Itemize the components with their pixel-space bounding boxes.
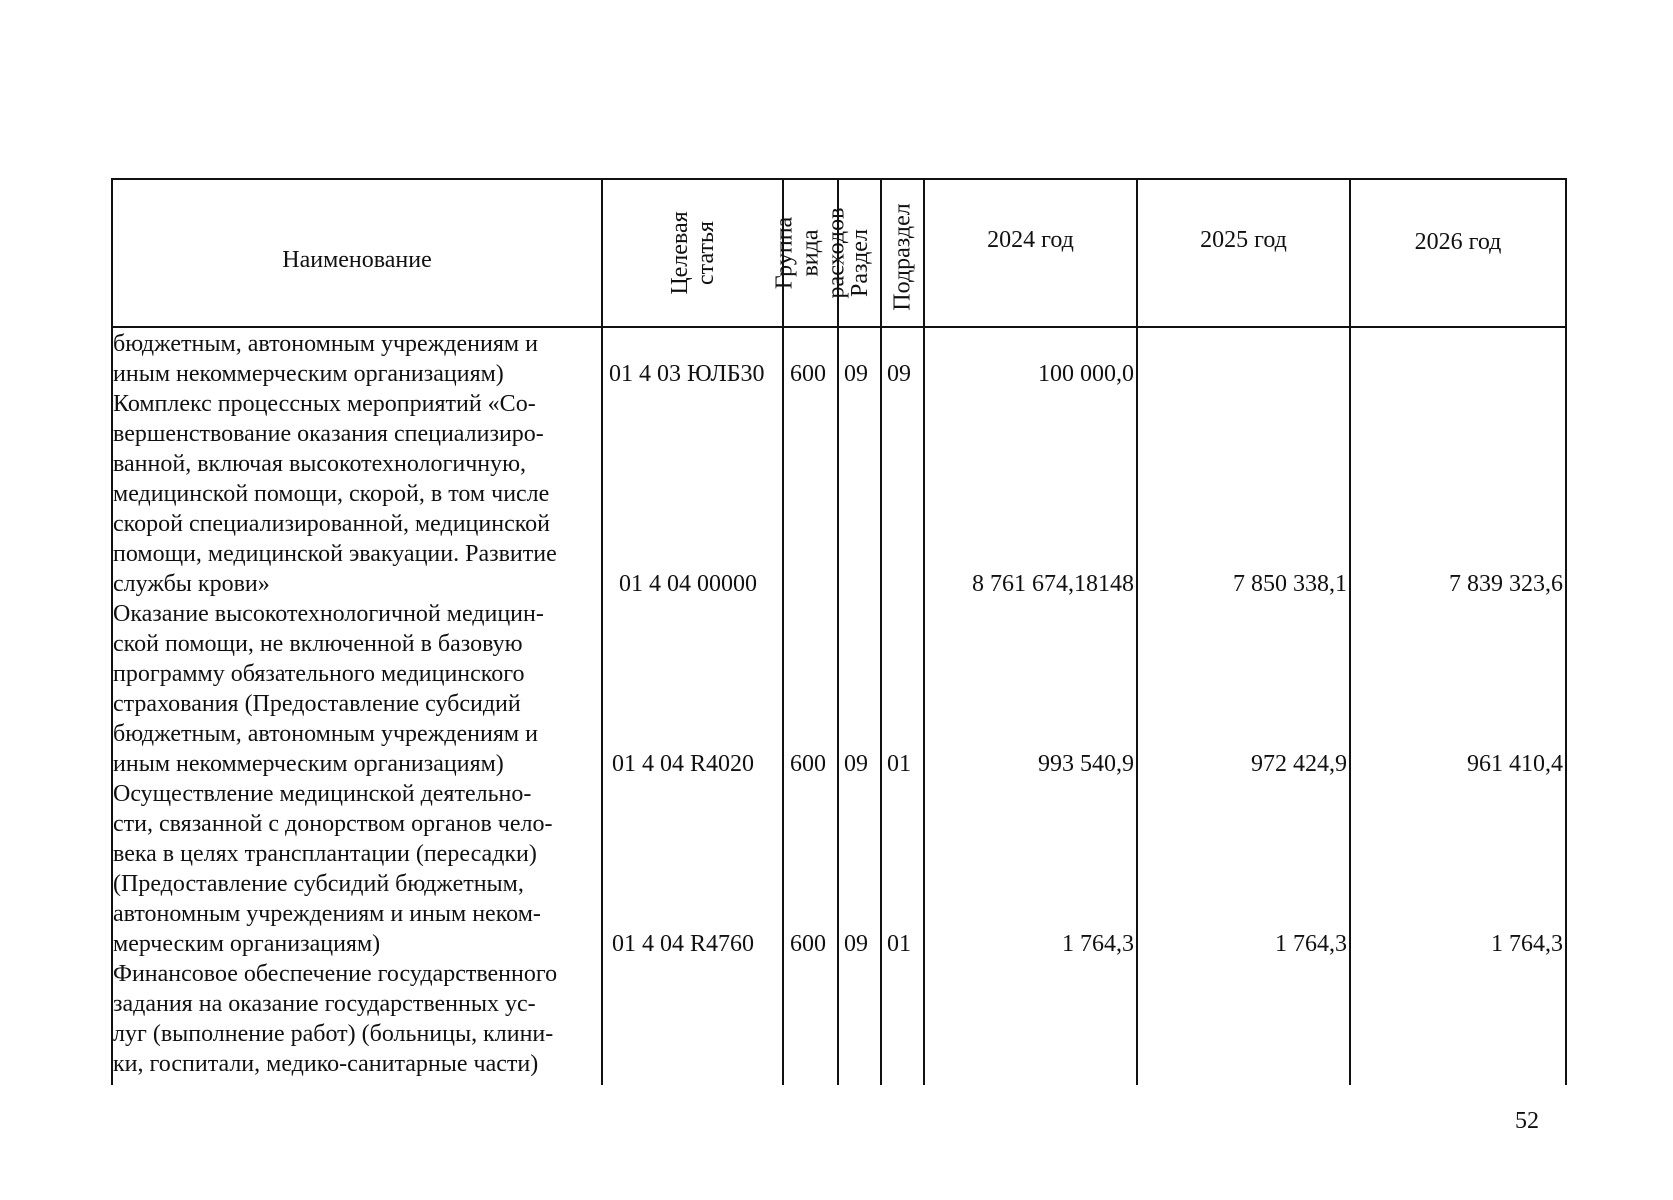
row-2-2024: 8 761 674,18148 xyxy=(972,571,1134,597)
row-2-line-6: помощи, медицинской эвакуации. Развитие xyxy=(113,541,557,567)
row-4-line-4: (Предоставление субсидий бюджетным, xyxy=(113,871,524,897)
row-1-line-2: иным некоммерческим организациям) xyxy=(113,361,504,387)
row-4-2026: 1 764,3 xyxy=(1491,931,1563,957)
header-target: Целевая статья xyxy=(666,211,719,295)
row-2-2026: 7 839 323,6 xyxy=(1449,571,1563,597)
header-section-cell xyxy=(839,180,880,326)
row-3-line-2: ской помощи, не включенной в базовую xyxy=(113,631,523,657)
row-4-subsection: 01 xyxy=(887,931,911,957)
row-3-2026: 961 410,4 xyxy=(1467,751,1563,777)
row-4-line-6: мерческим организациям) xyxy=(113,931,381,957)
row-3-line-6: иным некоммерческим организациям) xyxy=(113,751,504,777)
row-2-line-2: вершенствование оказания специализиро- xyxy=(113,421,544,447)
row-4-line-2: сти, связанной с донорством органов чело- xyxy=(113,811,553,837)
row-2-code: 01 4 04 00000 xyxy=(619,571,757,597)
header-2026: 2026 год xyxy=(1414,228,1502,255)
row-4-2024: 1 764,3 xyxy=(1062,931,1134,957)
header-2025: 2025 год xyxy=(1200,226,1287,253)
row-3-subsection: 01 xyxy=(887,751,911,777)
row-5-line-2: задания на оказание государственных ус- xyxy=(113,991,536,1017)
row-1-code: 01 4 03 ЮЛБ30 xyxy=(609,361,765,387)
col-border-7 xyxy=(1349,178,1351,1085)
row-3-2025: 972 424,9 xyxy=(1251,751,1347,777)
row-2-line-5: скорой специализированной, медицинской xyxy=(113,511,551,537)
row-5-name xyxy=(113,959,601,1079)
row-2-line-4: медицинской помощи, скорой, в том числе xyxy=(113,481,550,507)
row-4-line-1: Осуществление медицинской деятельно- xyxy=(113,781,532,807)
header-group-cell xyxy=(771,180,850,326)
col-border-5 xyxy=(923,178,925,1085)
header-subsection-cell xyxy=(882,180,923,326)
header-target-cell xyxy=(603,180,782,326)
header-name: Наименование xyxy=(282,246,432,273)
row-4-2025: 1 764,3 xyxy=(1275,931,1347,957)
row-2-name xyxy=(113,389,601,599)
row-3-section: 09 xyxy=(844,751,868,777)
row-3-line-4: страхования (Предоставление субсидий xyxy=(113,691,521,717)
col-border-8 xyxy=(1565,178,1567,1085)
budget-table xyxy=(111,178,1567,1085)
header-group: Группа вида расходов xyxy=(771,207,850,299)
names-column xyxy=(113,329,601,1079)
row-3-name xyxy=(113,599,601,779)
row-2-2025: 7 850 338,1 xyxy=(1233,571,1347,597)
col-border-6 xyxy=(1136,178,1138,1085)
header-2024: 2024 год xyxy=(987,226,1074,253)
row-2-line-1: Комплекс процессных мероприятий «Со- xyxy=(113,391,536,417)
row-3-line-1: Оказание высокотехнологичной медицин- xyxy=(113,601,544,627)
row-5-line-4: ки, госпитали, медико-санитарные части) xyxy=(113,1051,539,1077)
row-1-subsection: 09 xyxy=(887,361,911,387)
row-1-2024: 100 000,0 xyxy=(1038,361,1134,387)
row-2-line-7: службы крови» xyxy=(113,571,270,597)
row-1-group: 600 xyxy=(790,361,826,387)
row-3-group: 600 xyxy=(790,751,826,777)
row-3-line-5: бюджетным, автономным учреждениям и xyxy=(113,721,538,747)
row-4-line-3: века в целях трансплантации (пересадки) xyxy=(113,841,537,867)
row-1-name xyxy=(113,329,601,389)
row-1-line-1: бюджетным, автономным учреждениям и xyxy=(113,331,538,357)
row-3-line-3: программу обязательного медицинского xyxy=(113,661,525,687)
row-3-2024: 993 540,9 xyxy=(1038,751,1134,777)
row-4-line-5: автономным учреждениям и иным неком- xyxy=(113,901,541,927)
row-4-code: 01 4 04 R4760 xyxy=(612,931,755,957)
row-4-section: 09 xyxy=(844,931,868,957)
row-3-code: 01 4 04 R4020 xyxy=(612,751,755,777)
row-1-section: 09 xyxy=(844,361,868,387)
row-5-line-3: луг (выполнение работ) (больницы, клини- xyxy=(113,1021,554,1047)
header-section: Раздел xyxy=(846,229,873,297)
row-4-name xyxy=(113,779,601,959)
row-5-line-1: Финансовое обеспечение государственного xyxy=(113,961,558,987)
header-subsection: Подраздел xyxy=(889,203,916,311)
row-2-line-3: ванной, включая высокотехнологичную, xyxy=(113,451,527,477)
row-4-group: 600 xyxy=(790,931,826,957)
page-number: 52 xyxy=(1515,1108,1539,1134)
